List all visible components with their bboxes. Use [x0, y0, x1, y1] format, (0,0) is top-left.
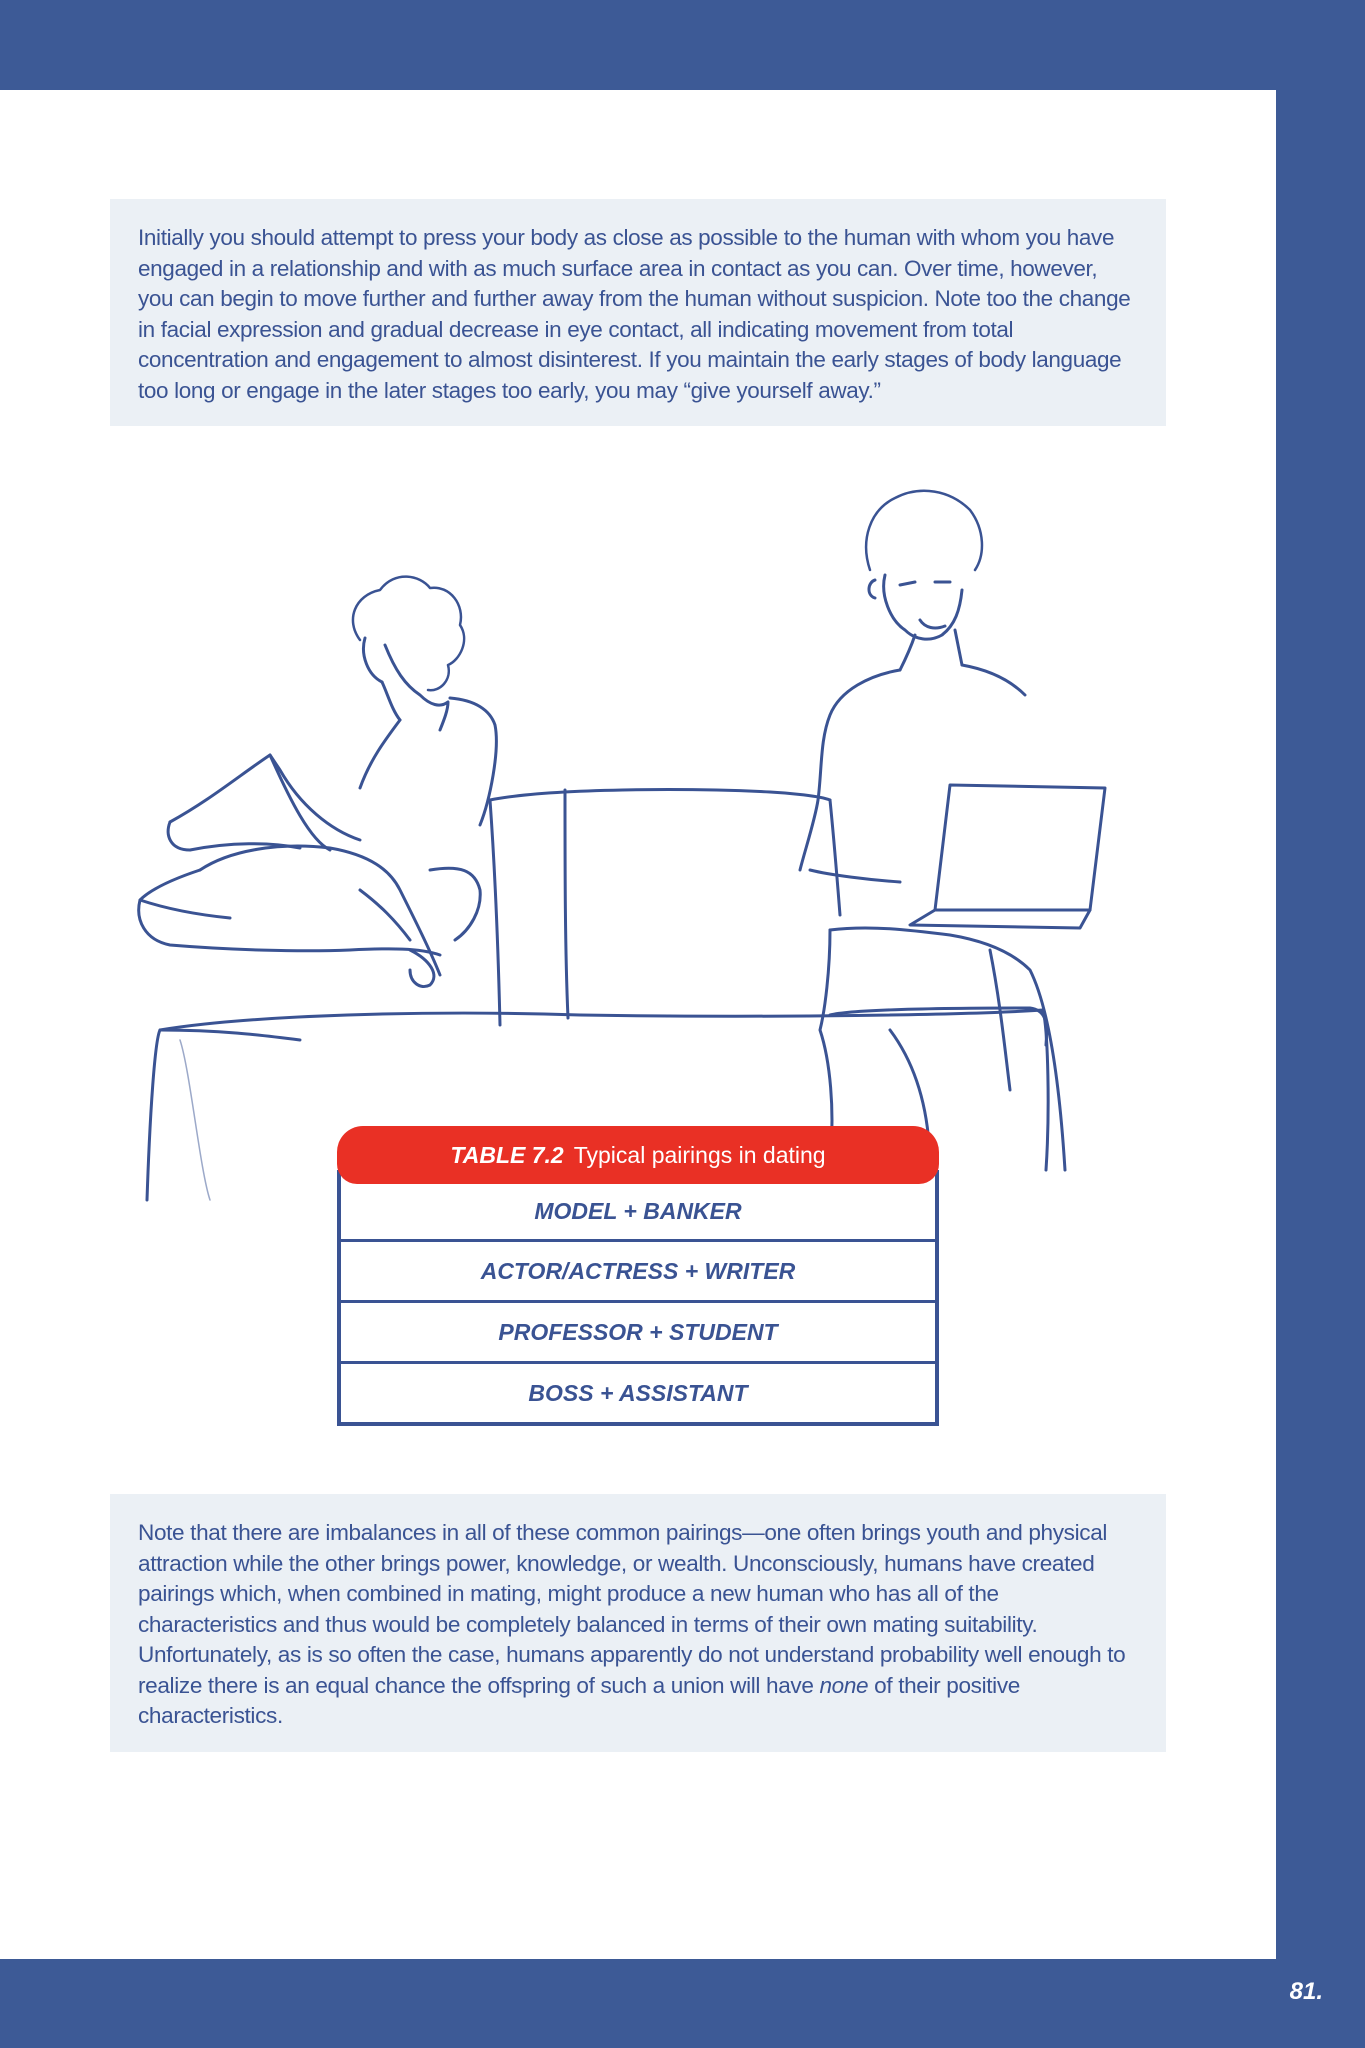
table-number: TABLE 7.2	[450, 1141, 564, 1168]
table-row: BOSS + ASSISTANT	[341, 1361, 935, 1422]
page-number: 81.	[1289, 1978, 1323, 2005]
table-row: ACTOR/ACTRESS + WRITER	[341, 1239, 935, 1300]
intro-paragraph: Initially you should attempt to press your body as close as possible to the human with whom you have engaged in a relationship and with as much surface area in contact as you can. Over time, however, you can begin to move further and further away from the human without suspicion. Note too the change in facial expression and gradual decrease in eye contact, all indicating movement from total concentration and engagement to almost disinterest. If you maintain the early stages of body language too long or engage in the later stages too early, you may “give yourself away.”	[138, 225, 1131, 403]
closing-paragraph	[138, 1518, 1138, 1732]
intro-text-box	[110, 199, 1166, 426]
table-row: MODEL + BANKER	[534, 1198, 742, 1224]
woman-reading-figure	[139, 577, 497, 987]
closing-text-box	[110, 1494, 1166, 1752]
closing-text-start: Note that there are imbalances in all of these common pairings—one often brings youth and physical attraction while the other brings power, knowledge, or wealth. Unconsciously, humans have created pairings which, when combined in mating, might produce a new human who has all of the characteristics and thus would be completely balanced in terms of their own mating suitability. Unfortunately, as is so often the case, humans apparently do not understand probability well enough to realize there is an equal chance the offspring of such a union will have	[138, 1520, 1126, 1698]
pairings-table	[337, 1126, 939, 1426]
page	[0, 90, 1276, 1959]
table-title: Typical pairings in dating	[573, 1141, 826, 1168]
man-with-laptop-figure	[800, 491, 1105, 1170]
closing-text-end: of their positive characteristics.	[138, 1672, 1020, 1728]
table-row: PROFESSOR + STUDENT	[341, 1300, 935, 1361]
closing-emphasis: none	[819, 1672, 869, 1698]
table-body	[337, 1170, 939, 1426]
couple-on-sofa-illustration	[130, 470, 1170, 1210]
table-caption	[337, 1126, 939, 1184]
